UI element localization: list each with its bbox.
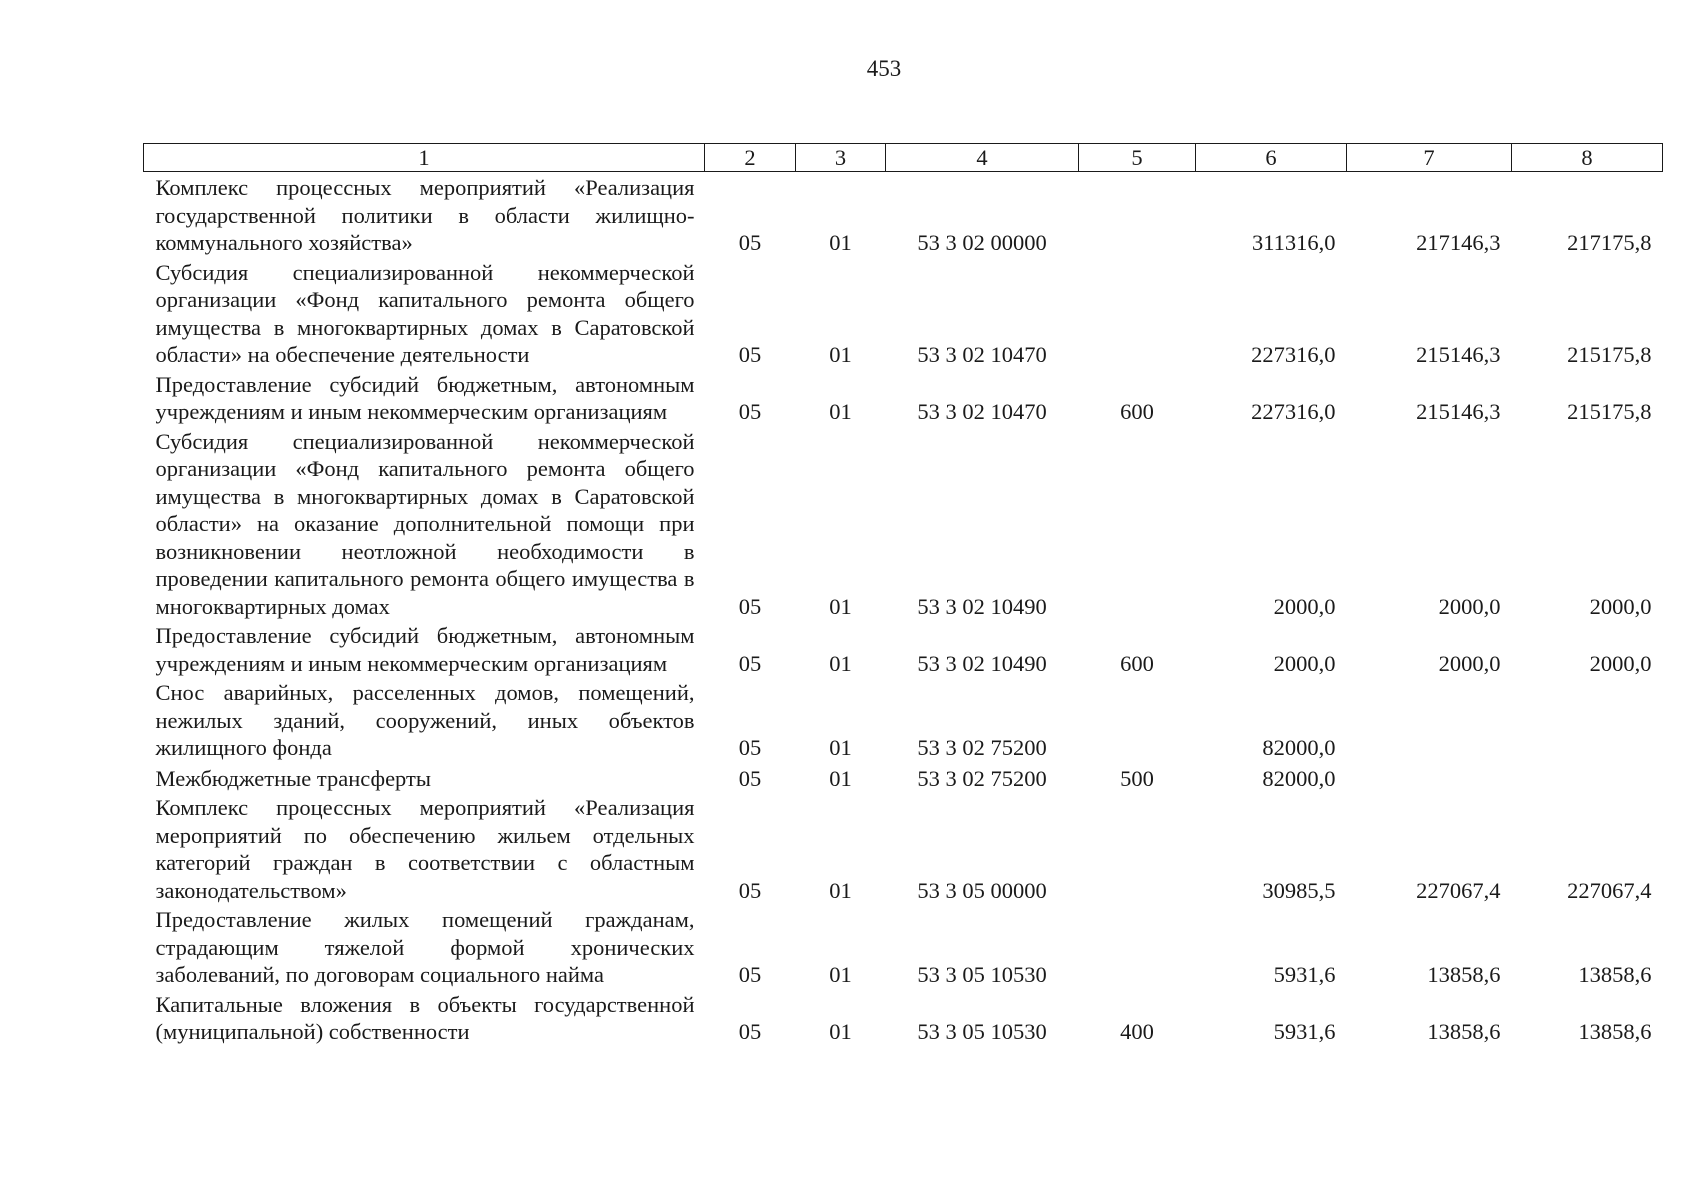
table-row (144, 762, 1663, 793)
header-col-1: 1 (144, 144, 705, 172)
table-row (144, 257, 1663, 369)
row-name: Снос аварийных, расселенных домов, помещений, нежилых зданий, сооружений, иных объектов жилищного фонда (155, 680, 695, 760)
row-section: 05 (738, 342, 762, 367)
row-amount-col7 (1347, 762, 1512, 793)
row-amount-col6: 2000,0 (1273, 593, 1336, 619)
row-amount-col6: 311316,0 (1251, 230, 1336, 255)
row-subsection: 01 (829, 593, 852, 619)
row-section: 05 (738, 735, 762, 760)
budget-table (143, 143, 1663, 1046)
row-name: Комплекс процессных мероприятий «Реализация государственной политики в области жилищно-коммунального хозяйства» (155, 175, 695, 255)
row-name: Предоставление жилых помещений гражданам, страдающим тяжелой формой хронических заболеваний, по договорам социального найма (155, 907, 695, 987)
row-amount-col8 (1512, 762, 1663, 793)
row-section: 05 (738, 593, 762, 619)
table-row (144, 989, 1663, 1046)
row-expense-type: 600 (1120, 650, 1154, 676)
row-amount-col6: 2000,0 (1273, 650, 1336, 676)
row-section: 05 (738, 399, 762, 424)
row-subsection: 01 (829, 342, 852, 367)
table-row (144, 369, 1663, 426)
row-amount-col7: 215146,3 (1416, 342, 1501, 367)
row-target-article: 53 3 02 10470 (917, 342, 1047, 367)
row-amount-col8 (1512, 677, 1663, 762)
table-row (144, 426, 1663, 621)
header-col-3: 3 (796, 144, 886, 172)
row-amount-col7: 13858,6 (1427, 962, 1501, 987)
row-target-article: 53 3 02 10490 (917, 593, 1047, 619)
row-section: 05 (738, 230, 762, 255)
row-amount-col8: 2000,0 (1589, 593, 1652, 619)
table-row (144, 677, 1663, 762)
row-expense-type: 600 (1120, 399, 1154, 424)
row-amount-col6: 82000,0 (1262, 735, 1336, 760)
row-target-article: 53 3 02 75200 (917, 735, 1047, 760)
row-subsection: 01 (829, 230, 852, 255)
header-col-5: 5 (1079, 144, 1196, 172)
row-amount-col6: 82000,0 (1262, 765, 1336, 791)
header-col-7: 7 (1347, 144, 1512, 172)
row-name: Комплекс процессных мероприятий «Реализация мероприятий по обеспечению жильем отдельных категорий граждан в соответствии с областным законодательством» (155, 795, 695, 903)
row-subsection: 01 (829, 650, 852, 676)
row-amount-col7: 2000,0 (1438, 650, 1501, 676)
header-col-2: 2 (705, 144, 796, 172)
row-amount-col6: 5931,6 (1273, 962, 1336, 987)
row-expense-type (1079, 677, 1196, 762)
row-target-article: 53 3 02 00000 (917, 230, 1047, 255)
row-amount-col7: 227067,4 (1416, 877, 1501, 903)
row-subsection: 01 (829, 1019, 852, 1044)
row-amount-col6: 30985,5 (1262, 877, 1336, 903)
row-amount-col8: 13858,6 (1578, 1019, 1652, 1044)
row-target-article: 53 3 05 10530 (917, 962, 1047, 987)
row-amount-col8: 2000,0 (1589, 650, 1652, 676)
header-col-4: 4 (886, 144, 1079, 172)
row-amount-col7: 13858,6 (1427, 1019, 1501, 1044)
row-subsection: 01 (829, 399, 852, 424)
row-section: 05 (738, 1019, 762, 1044)
row-name: Межбюджетные трансферты (155, 765, 431, 791)
row-name: Предоставление субсидий бюджетным, автономным учреждениям и иным некоммерческим организациям (155, 623, 695, 676)
row-expense-type (1079, 172, 1196, 257)
table-row (144, 172, 1663, 257)
row-amount-col7: 215146,3 (1416, 399, 1501, 424)
row-amount-col8: 215175,8 (1567, 399, 1652, 424)
row-amount-col6: 5931,6 (1273, 1019, 1336, 1044)
row-amount-col6: 227316,0 (1251, 399, 1336, 424)
row-subsection: 01 (829, 877, 852, 903)
row-name: Капитальные вложения в объекты государственной (муниципальной) собственности (155, 991, 695, 1044)
row-section: 05 (738, 650, 762, 676)
row-section: 05 (738, 877, 762, 903)
row-expense-type (1079, 792, 1196, 904)
row-amount-col8: 227067,4 (1567, 877, 1652, 903)
row-name: Субсидия специализированной некоммерческой организации «Фонд капитального ремонта общего имущества в многоквартирных домах в Саратовской области» на оказание дополнительной помощи при возникновении неотложной необходимости в проведении капитального ремонта общего имущества в многоквартирных домах (155, 428, 695, 619)
row-amount-col7: 217146,3 (1416, 230, 1501, 255)
row-expense-type: 400 (1120, 1019, 1154, 1044)
row-expense-type (1079, 257, 1196, 369)
row-amount-col7 (1347, 677, 1512, 762)
row-subsection: 01 (829, 735, 852, 760)
row-target-article: 53 3 02 10490 (917, 650, 1047, 676)
row-section: 05 (738, 765, 762, 791)
row-section: 05 (738, 962, 762, 987)
header-col-8: 8 (1512, 144, 1663, 172)
row-target-article: 53 3 05 00000 (917, 877, 1047, 903)
row-name: Предоставление субсидий бюджетным, автономным учреждениям и иным некоммерческим организациям (155, 371, 695, 424)
row-expense-type: 500 (1120, 765, 1154, 791)
row-subsection: 01 (829, 962, 852, 987)
page-number: 453 (866, 56, 902, 81)
row-amount-col8: 215175,8 (1567, 342, 1652, 367)
table-row (144, 792, 1663, 904)
header-col-6: 6 (1196, 144, 1347, 172)
row-expense-type (1079, 904, 1196, 989)
row-subsection: 01 (829, 765, 852, 791)
row-amount-col8: 217175,8 (1567, 230, 1652, 255)
row-target-article: 53 3 02 75200 (917, 765, 1047, 791)
row-name: Субсидия специализированной некоммерческой организации «Фонд капитального ремонта общего имущества в многоквартирных домах в Саратовской области» на обеспечение деятельности (155, 259, 695, 367)
header-row (144, 144, 1663, 172)
row-amount-col8: 13858,6 (1578, 962, 1652, 987)
row-amount-col6: 227316,0 (1251, 342, 1336, 367)
row-target-article: 53 3 02 10470 (917, 399, 1047, 424)
table-row (144, 904, 1663, 989)
table-row (144, 620, 1663, 677)
row-amount-col7: 2000,0 (1438, 593, 1501, 619)
row-expense-type (1079, 426, 1196, 621)
row-target-article: 53 3 05 10530 (917, 1019, 1047, 1044)
